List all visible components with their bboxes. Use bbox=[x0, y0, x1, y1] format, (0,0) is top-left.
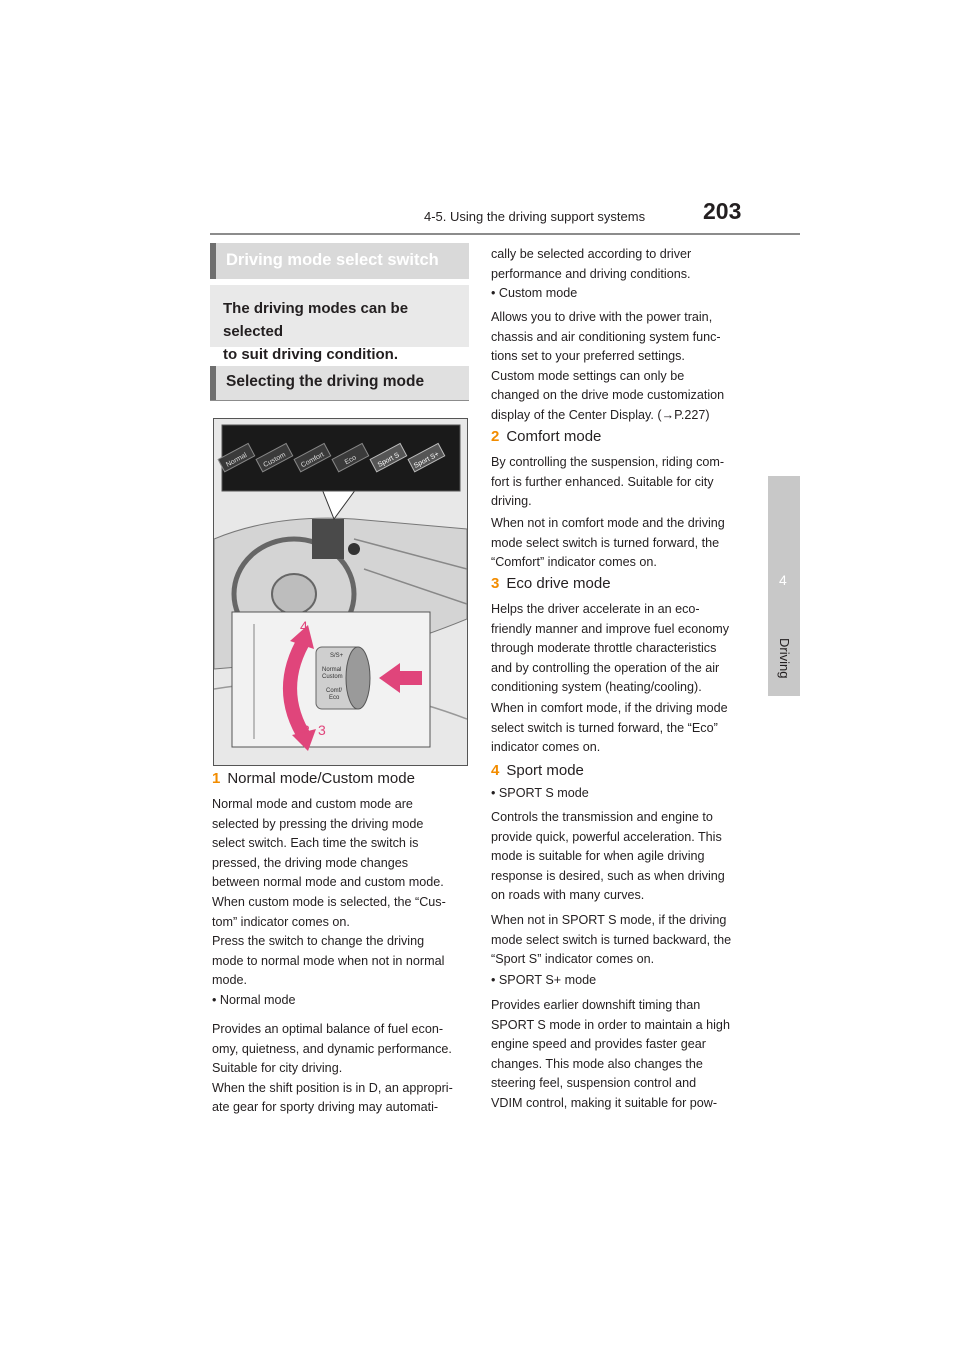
subsection-title: Selecting the driving mode bbox=[210, 366, 469, 400]
callout-2: 2 bbox=[302, 722, 310, 738]
callout-1: 1 bbox=[400, 670, 408, 686]
page-reference[interactable]: display of the Center Display. (→P.227) bbox=[491, 407, 710, 422]
paragraph bbox=[212, 1020, 453, 1118]
item-title: Eco drive mode bbox=[506, 575, 611, 592]
text-line: chassis and air conditioning system func- bbox=[491, 329, 721, 344]
page-number: 203 bbox=[703, 198, 742, 224]
switch-label-custom: Custom bbox=[322, 674, 343, 680]
subsection-rule bbox=[210, 400, 469, 401]
text-line: tom” indicator comes on. bbox=[212, 914, 350, 929]
paragraph bbox=[491, 600, 729, 698]
text-line: By controlling the suspension, riding com- bbox=[491, 455, 725, 469]
paragraph bbox=[212, 932, 444, 991]
display-label-custom: Custom bbox=[262, 451, 287, 470]
display-label-eco: Eco bbox=[343, 454, 358, 467]
running-header-section: 4-5. Using the driving support systems bbox=[424, 209, 646, 224]
intro-line: to suit driving condition. bbox=[223, 346, 398, 363]
section-title: Driving mode select switch bbox=[210, 243, 469, 279]
text-line: mode to normal mode when not in normal bbox=[212, 953, 445, 968]
display-label-normal: Normal bbox=[225, 451, 249, 469]
text-line: SPORT S mode in order to maintain a high bbox=[491, 1017, 730, 1032]
text-line: conditioning system (heating/cooling). bbox=[491, 680, 702, 695]
text-line: indicator comes on. bbox=[491, 740, 601, 755]
switch-label-eco: Eco bbox=[329, 695, 340, 701]
paragraph bbox=[491, 308, 724, 426]
text-line: provide quick, powerful acceleration. This bbox=[491, 829, 722, 844]
text-line: cally be selected according to driver bbox=[491, 247, 692, 261]
text-line: mode. bbox=[212, 973, 248, 988]
paragraph bbox=[491, 996, 730, 1114]
text-line: Controls the transmission and engine to bbox=[491, 810, 713, 824]
chapter-tab-number: 4 bbox=[779, 572, 787, 588]
display-label-sport-s-plus: Sport S+ bbox=[412, 450, 441, 470]
section-intro bbox=[210, 285, 469, 363]
chapter-tab-label: Driving bbox=[777, 638, 792, 679]
text-line: Normal mode and custom mode are bbox=[212, 797, 413, 811]
text-line: Custom mode settings can only be bbox=[491, 368, 685, 383]
bullet-sport-s-mode: • SPORT S mode bbox=[491, 786, 589, 800]
text-line: select switch. Each time the switch is bbox=[212, 836, 419, 851]
text-line: friendly manner and improve fuel economy bbox=[491, 621, 730, 636]
text-line: engine speed and provides faster gear bbox=[491, 1037, 706, 1052]
item-number: 3 bbox=[491, 575, 500, 592]
paragraph bbox=[212, 795, 446, 932]
item-number: 2 bbox=[491, 428, 500, 445]
text-line: “Comfort” indicator comes on. bbox=[491, 555, 657, 570]
display-label-comfort: Comfort bbox=[300, 451, 326, 470]
item-heading-comfort bbox=[491, 428, 601, 445]
item-number: 1 bbox=[212, 770, 221, 787]
paragraph bbox=[491, 808, 725, 906]
text-line: Provides an optimal balance of fuel econ- bbox=[212, 1022, 444, 1036]
text-line: between normal mode and custom mode. bbox=[212, 875, 444, 890]
text-line: mode is suitable for when agile driving bbox=[491, 849, 705, 864]
text-line: Provides earlier downshift timing than bbox=[491, 998, 701, 1012]
item-heading-eco bbox=[491, 575, 611, 592]
text-line: through moderate throttle characteristics bbox=[491, 641, 717, 656]
paragraph bbox=[491, 453, 724, 512]
driving-mode-illustration bbox=[213, 418, 468, 766]
text-line: VDIM control, making it suitable for pow- bbox=[491, 1095, 718, 1110]
text-line: changes. This mode also changes the bbox=[491, 1056, 703, 1071]
text-line: omy, quietness, and dynamic performance. bbox=[212, 1041, 452, 1056]
text-line: Press the switch to change the driving bbox=[212, 934, 425, 948]
item-number: 4 bbox=[491, 762, 500, 779]
header-rule bbox=[210, 233, 800, 235]
bullet-custom-mode: • Custom mode bbox=[491, 286, 578, 300]
text-line: When in comfort mode, if the driving mode bbox=[491, 701, 728, 715]
text-line: Allows you to drive with the power train, bbox=[491, 310, 713, 324]
bullet-normal-mode: • Normal mode bbox=[212, 993, 296, 1007]
text-line: performance and driving conditions. bbox=[491, 266, 691, 281]
text-line: steering feel, suspension control and bbox=[491, 1076, 697, 1091]
paragraph bbox=[491, 699, 728, 758]
display-label-sport-s: Sport S bbox=[376, 451, 401, 469]
text-line: and by controlling the operation of the air bbox=[491, 660, 720, 675]
item-heading-sport bbox=[491, 762, 584, 779]
item-title: Normal mode/Custom mode bbox=[227, 770, 415, 787]
text-line: response is desired, such as when driving bbox=[491, 868, 725, 883]
text-line: tions set to your preferred settings. bbox=[491, 349, 685, 364]
text-line: mode select switch is turned backward, the bbox=[491, 932, 732, 947]
text-line: Helps the driver accelerate in an eco- bbox=[491, 602, 700, 616]
callout-3: 3 bbox=[318, 722, 326, 738]
text-line: When not in comfort mode and the driving bbox=[491, 516, 725, 530]
item-title: Sport mode bbox=[506, 762, 584, 779]
bullet-sport-s-plus-mode: • SPORT S+ mode bbox=[491, 973, 597, 987]
paragraph bbox=[491, 245, 691, 284]
intro-line: The driving modes can be selected bbox=[223, 300, 409, 340]
text-line: pressed, the driving mode changes bbox=[212, 855, 409, 870]
text-line: When custom mode is selected, the “Cus- bbox=[212, 894, 446, 909]
item-heading-normal-custom bbox=[212, 770, 415, 787]
text-line: select switch is turned forward, the “Eco” bbox=[491, 720, 718, 735]
text-line: mode select switch is turned forward, the bbox=[491, 535, 720, 550]
text-line: ate gear for sporty driving may automati- bbox=[212, 1100, 439, 1115]
callout-4: 4 bbox=[300, 618, 308, 634]
illustration-svg bbox=[214, 419, 467, 765]
paragraph bbox=[491, 911, 731, 970]
paragraph bbox=[491, 514, 725, 573]
switch-label-normal: Normal bbox=[322, 667, 342, 673]
switch-label-sport: S/S+ bbox=[330, 653, 344, 659]
text-line: driving. bbox=[491, 494, 532, 509]
text-line: fort is further enhanced. Suitable for city bbox=[491, 474, 714, 489]
text-line: changed on the drive mode customization bbox=[491, 388, 725, 403]
text-line: When the shift position is in D, an appropri- bbox=[212, 1080, 453, 1095]
text-line: When not in SPORT S mode, if the driving bbox=[491, 913, 727, 927]
text-line: selected by pressing the driving mode bbox=[212, 816, 424, 831]
text-line: on roads with many curves. bbox=[491, 888, 645, 903]
text-line: “Sport S” indicator comes on. bbox=[491, 952, 655, 967]
text-line: Suitable for city driving. bbox=[212, 1061, 343, 1076]
switch-label-comfort: Comf/ bbox=[326, 688, 343, 694]
item-title: Comfort mode bbox=[506, 428, 602, 445]
